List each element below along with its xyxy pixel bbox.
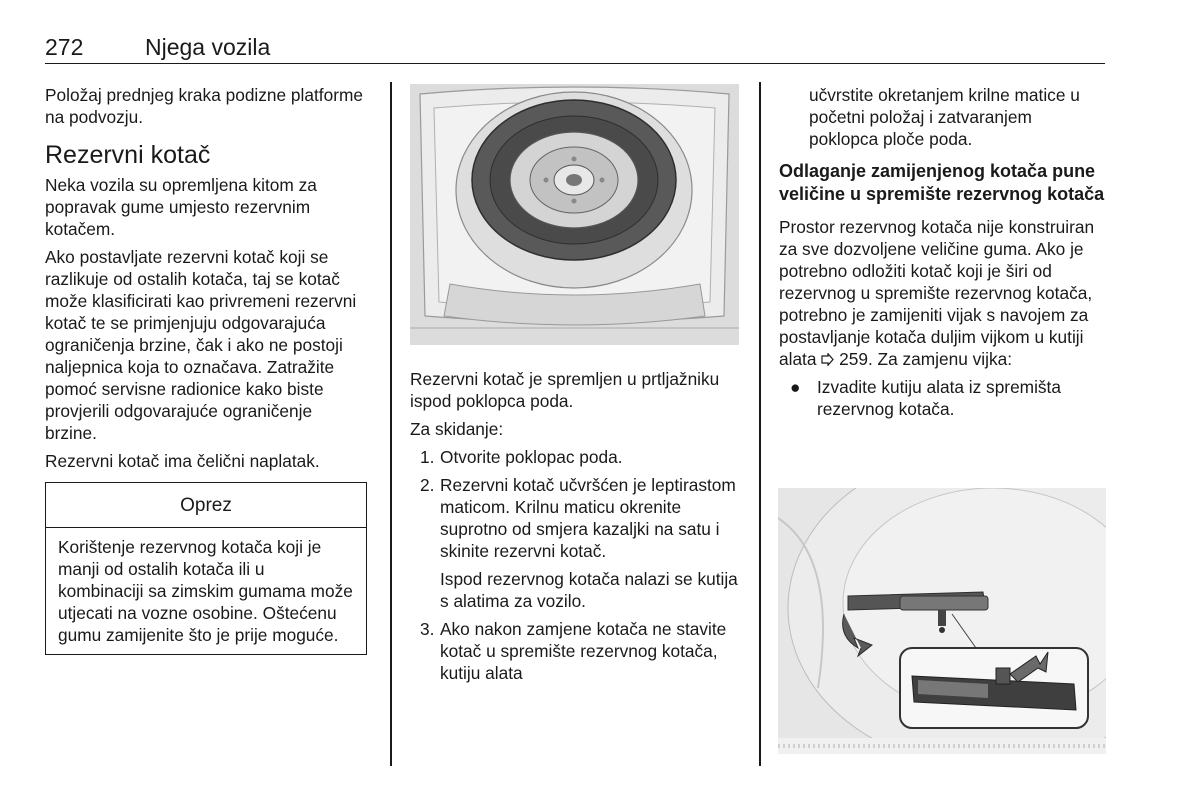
step-text: Ako nakon zamjene kotača ne stavite kotač u spremište rezervnog kotača, kutiju alata — [440, 619, 727, 683]
column-1 — [45, 84, 367, 655]
removal-steps — [410, 446, 745, 684]
step-note: Ispod rezervnog kotača nalazi se kutija s alatima za vozilo. — [440, 569, 738, 611]
list-item — [410, 618, 745, 684]
section-title: Rezervni kotač — [45, 141, 211, 169]
list-item — [410, 446, 745, 468]
step-number: 3. — [420, 619, 435, 639]
paragraph-kit-note: Neka vozila su opremljena kitom za popravak gume umjesto rezervnim kotačem. — [45, 175, 317, 239]
step-text: Rezervni kotač učvršćen je leptirastom maticom. Krilnu maticu okrenite suprotno od smjera kazaljki na satu i skinite rezervni kotač. — [440, 475, 736, 561]
intro-paragraph: Položaj prednjeg kraka podizne platforme na podvozju. — [45, 85, 363, 127]
bullet-text: Izvadite kutiju alata iz spremišta rezervnog kotača. — [817, 377, 1061, 419]
paragraph-steel-rim: Rezervni kotač ima čelični naplatak. — [45, 451, 320, 471]
column-divider-left — [390, 82, 392, 766]
figure-caption: Rezervni kotač je spremljen u prtljažniku ispod poklopca poda. — [410, 369, 720, 411]
subsection-title: Odlaganje zamijenjenog kotača pune veličine u spremište rezervnog kotača — [779, 161, 1105, 204]
step-text: Otvorite poklopac poda. — [440, 447, 623, 467]
page-number: 272 — [45, 34, 84, 60]
caution-text: Korištenje rezervnog kotača koji je manji od ostalih kotača ili u kombinaciji sa zimskim gumama može utjecati na vozne osobine. Oštećenu gumu zamijenite što je prije moguće. — [58, 537, 353, 645]
page-reference-arrow-icon[interactable] — [821, 349, 834, 369]
bullet-symbol: ● — [790, 377, 801, 397]
column-3 — [779, 84, 1105, 420]
step-number: 2. — [420, 475, 435, 495]
spare-wheel-trunk-illustration — [410, 84, 739, 345]
list-item — [410, 474, 745, 612]
page-header — [45, 32, 1105, 64]
column-divider-right — [759, 82, 761, 766]
caution-box — [45, 482, 367, 655]
paragraph-temporary-spare: Ako postavljate rezervni kotač koji se razlikuje od ostalih kotača, taj se kotač može klasificirati kao privremeni rezervni kotač te se primjenjuju odgovarajuća ograničenja brzine, čak i ako ne postoji naljepnica koja to označava. Zatražite pomoć servisne radionice kako biste provjerili odgovarajuće ograničenje brzine. — [45, 247, 357, 443]
continuation-paragraph: učvrstite okretanjem krilne matice u početni položaj i zatvaranjem poklopca ploče poda. — [809, 85, 1080, 149]
chapter-title: Njega vozila — [145, 34, 271, 60]
toolbox-removal-illustration — [778, 488, 1106, 754]
page-reference-number[interactable]: 259 — [839, 349, 868, 369]
caution-title: Oprez — [46, 483, 366, 528]
list-item — [779, 376, 1105, 420]
paragraph-storage-end: . Za zamjenu vijka: — [867, 349, 1013, 369]
column-2 — [410, 368, 745, 690]
step-number: 1. — [420, 447, 435, 467]
paragraph-storage-text: Prostor rezervnog kotača nije konstruiran za sve dozvoljene veličine guma. Ako je potrebno odložiti kotač koji je širi od rezervnog u spremište rezervnog kotača, potrebno je zamijeniti vijak s navojem za postavljanje kotača duljim vijkom u kutiji alata — [779, 217, 1095, 369]
removal-intro: Za skidanje: — [410, 419, 504, 439]
bullet-list — [779, 376, 1105, 420]
paragraph-storage — [779, 216, 1105, 370]
